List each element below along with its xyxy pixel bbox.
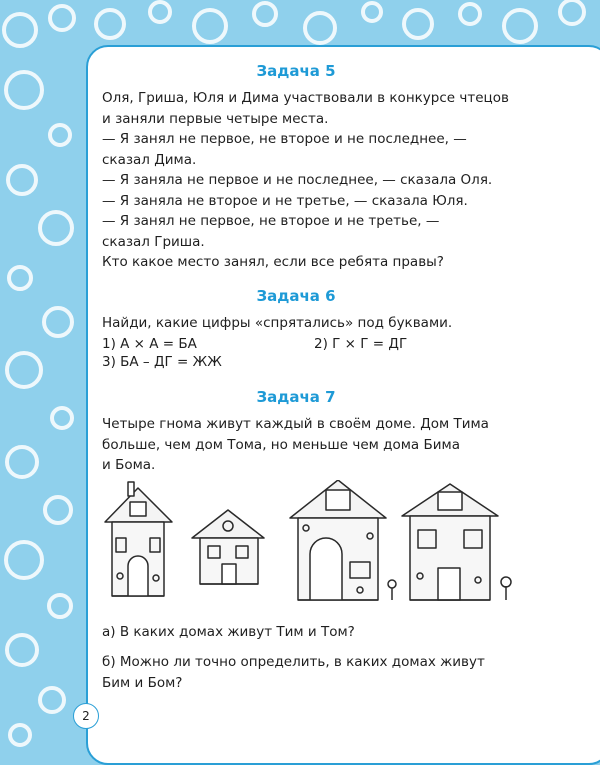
task6-intro-line: Найди, какие цифры «спрятались» под буквами.	[102, 315, 453, 331]
task5-line: — Я заняла не второе и не третье, — сказала Юля.	[102, 192, 468, 209]
task7-question-a	[102, 622, 522, 643]
task5-line: и заняли первые четыре места.	[102, 110, 329, 127]
flower-icon	[501, 577, 511, 600]
question-a-line: а) В каких домах живут Тим и Том?	[102, 624, 355, 640]
task7-line: больше, чем дом Тома, но меньше чем дома Бима	[102, 436, 460, 453]
houses-illustration	[100, 480, 520, 605]
flower-icon	[388, 580, 396, 600]
task6-equation-1: 1) А × А = БА	[102, 336, 197, 352]
task7-title: Задача 7	[256, 388, 336, 406]
task5-line: сказал Дима.	[102, 151, 197, 168]
house-4-icon	[402, 484, 498, 600]
task7-line: Четыре гнома живут каждый в своём доме. Дом Тима	[102, 416, 489, 432]
task5-line: Кто какое место занял, если все ребята правы?	[102, 254, 444, 270]
task5-title: Задача 5	[256, 62, 336, 80]
task5-line: сказал Гриша.	[102, 233, 205, 250]
page-number: 2	[73, 703, 99, 729]
task7-text	[102, 414, 522, 476]
task7-question-b	[102, 652, 522, 693]
question-b-line: б) Можно ли точно определить, в каких домах живут	[102, 654, 485, 670]
task5-line: Оля, Гриша, Юля и Дима участвовали в конкурсе чтецов	[102, 90, 509, 106]
task6-equation-3: 3) БА – ДГ = ЖЖ	[102, 354, 222, 370]
task5-text	[102, 88, 522, 273]
task6-title: Задача 6	[256, 287, 336, 305]
task5-line: — Я занял не первое, не второе и не последнее, —	[102, 131, 467, 147]
question-b-line: Бим и Бом?	[102, 674, 183, 691]
task6-equation-2: 2) Г × Г = ДГ	[314, 336, 408, 352]
task6-intro	[102, 313, 522, 334]
house-1-icon	[105, 482, 172, 596]
house-3-icon	[290, 480, 386, 600]
task5-line: — Я занял не первое, не второе и не третье, —	[102, 213, 440, 229]
house-2-icon	[192, 510, 264, 584]
task5-line: — Я заняла не первое и не последнее, — сказала Оля.	[102, 172, 493, 188]
task7-line: и Бома.	[102, 457, 156, 473]
